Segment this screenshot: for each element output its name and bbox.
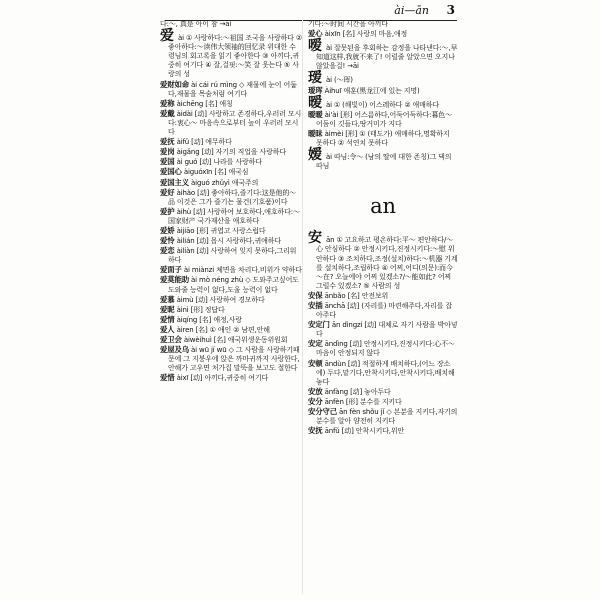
dictionary-entry [308, 359, 458, 387]
headword-entry [308, 39, 458, 71]
entry-definition: ài ① (해빛이) 어스레하다 ② 애매하다 [325, 100, 440, 109]
dictionary-entry [160, 226, 302, 236]
entry-definition: àimèi [形] ① (태도가) 애매하다,명확하지 못하다 ② 석연치 못하다 [316, 129, 450, 148]
dictionary-entry [160, 80, 302, 99]
continuation-text [160, 20, 302, 29]
headword-character: 嗳 [308, 38, 322, 55]
entry-term: 暧暧 [308, 109, 323, 119]
entry-definition: àigǎng [动] 자기의 직업을 사랑하다 [176, 148, 286, 157]
dictionary-entry [160, 207, 302, 226]
headword-entry [308, 148, 458, 171]
entry-term: 瑷珲 [308, 85, 323, 95]
entry-term: 安分守己 [308, 407, 337, 416]
entry-term: 爱财如命 [160, 79, 189, 89]
entry-definition: ài miànzi 체면을 차리다,비위가 약하다 [183, 266, 302, 275]
entry-definition: ān dìngzi [动] 대체로 자기 사람을 박아넣다 [316, 321, 458, 339]
entry-definition: 기다:～时间 시간을 아끼다 [308, 20, 388, 28]
entry-term: 爱惜 [160, 373, 175, 383]
page-title: ài—ān [394, 4, 429, 17]
entry-definition: ài ① 사랑하다:～祖国 조국을 사랑하다 ② 좋아하다:～读伟大领袖的回忆录 위대한 수령님의 회고록을 읽기 좋아한다 ③ 아끼다,귀중히 여기다 ④ 잘,걸핏:～笑 잘 웃는다 ⑤ 사랑의 성 [168, 34, 302, 79]
dictionary-entry [160, 188, 302, 207]
entry-definition: ān ① 고요하고 평온하다:平～ 편안하다/～心 안심하다 ② 안정시키다,진정시키다:～慰 위안하다 ③ 조치하다,조정(설치)하다:～机器 기계를 설치하다,조립하다 ④ 어찌,어디(의문):而今～在? 오늘에야 어찌 있겠소?/～能如此? 어찌 그럴수 있겠소? ⑤ 사람의 성 [316, 236, 458, 290]
headword-character: 爱 [160, 28, 174, 45]
entry-definition: àiguóxīn [名] 애국심 [183, 168, 249, 177]
dictionary-entry [160, 315, 302, 325]
dictionary-entry [160, 109, 302, 137]
entry-term: 爱恋 [160, 246, 175, 256]
right-column [308, 20, 458, 596]
dictionary-entry [160, 99, 302, 109]
headword-entry [308, 231, 458, 291]
entry-definition: ānfèn [形] 분수를 지키다 [324, 397, 402, 406]
entry-definition: àiliàn [动] 사랑하여 잊지 못하다,그리워하다 [168, 247, 297, 265]
dictionary-entry [308, 301, 458, 320]
headword-character: 安 [308, 230, 322, 247]
dictionary-entry [160, 275, 302, 294]
entry-term: 安保 [308, 290, 323, 300]
column-gutter [302, 20, 303, 594]
headword-entry [308, 96, 458, 110]
entry-definition: ài guó [动] 나라를 사랑하다 [176, 158, 262, 167]
entry-definition: ài mò néng zhù ◇ 도와주고싶어도 도와줄 능력이 없다,도울 능력이 없다 [168, 276, 299, 294]
entry-definition: àixī [动] 아끼다,귀중히 여기다 [176, 374, 269, 383]
entry-definition: àiguó zhǔyì 애국주의 [191, 178, 259, 187]
entry-definition: 다:～, 真是 아이 참 →āi [160, 20, 232, 28]
entry-definition: àiwèihuì [名] 애국위생운동위원회 [183, 336, 288, 344]
entry-term: 安分 [308, 396, 323, 406]
dictionary-entry [308, 320, 458, 339]
dictionary-entry [308, 291, 458, 301]
entry-definition: àiren [名] ① 애인 ② 남편,안해 [176, 325, 270, 334]
headword-character: 瑷 [308, 70, 322, 87]
entry-term: 爱岗 [160, 147, 175, 157]
entry-definition: ài wū jí wū ◇ 그 사람을 사랑하기때문에 그 지붕우에 앉은 까마귀까지 사랑한다,안해가 고우면 처가집 말뚝을 보고도 절한다 [168, 346, 300, 373]
dictionary-entry [308, 129, 458, 148]
page-header [165, 4, 457, 21]
section-heading: an [370, 194, 396, 219]
entry-definition: ài (～珲) [325, 76, 353, 85]
entry-definition: àifǔ [动] 애무하다 [176, 138, 232, 147]
dictionary-entry [160, 167, 302, 177]
dictionary-entry [160, 335, 302, 345]
entry-definition: ài 잘못된을 후회하는 감정을 나타낸다:～,早知道这样,我就不来了! 이럴줄 알았으면 오지나 않았을걸! →āi [316, 44, 458, 71]
entry-definition: àimù [动] 사랑하여 경모하다 [176, 295, 265, 304]
entry-term: 安抚 [308, 426, 323, 436]
dictionary-entry [308, 339, 458, 358]
dictionary-entry [160, 157, 302, 167]
dictionary-entry [308, 29, 458, 39]
entry-term: 爱抚 [160, 137, 175, 147]
entry-term: 爱心 [308, 29, 323, 39]
entry-definition: ān fèn shǒu jǐ ◇ 본분을 지키다,자기의 분수를 알아 얌전히 지키다 [316, 408, 458, 426]
dictionary-entry [308, 110, 458, 129]
entry-definition: àixīn [名] 사랑의 마음,애정 [324, 30, 408, 39]
entry-term: 爱面子 [160, 265, 182, 275]
headword-character: 暧 [308, 94, 322, 111]
entry-term: 爱昵 [160, 304, 175, 314]
dictionary-entry [160, 236, 302, 246]
left-column [160, 20, 302, 596]
entry-term: 安定门 [308, 320, 330, 330]
entry-term: 爱国主义 [160, 177, 189, 187]
entry-definition: āndùn [动] 적절하게 배치하다,(어느 장소에) 두다,맡기다,안착시키다,안착시키다,배치해놓다 [316, 359, 455, 386]
entry-definition: ānfàng [动] 놓아두다 [324, 387, 391, 396]
entry-definition: āndìng [动] 안정시키다,진정시키다:心不～ 마음이 안정되지 않다 [316, 340, 455, 358]
entry-term: 爱屋及乌 [160, 345, 189, 355]
entry-definition: ài'ài [形] 어스름하다,어둑어둑하다:暮色～ 어둠이 깃들다,땅거미가 지다 [316, 110, 452, 128]
entry-term: 爱怜 [160, 236, 175, 246]
entry-term: 爱莫能助 [160, 275, 189, 285]
entry-term: 爱护 [160, 206, 175, 216]
entry-term: 安插 [308, 300, 323, 310]
dictionary-entry [308, 426, 458, 436]
headword-entry [160, 29, 302, 79]
entry-definition: àilián [动] 몹시 사랑하다,귀애하다 [176, 237, 281, 246]
entry-term: 安放 [308, 386, 323, 396]
dictionary-entry [308, 86, 458, 96]
dictionary-entry [160, 325, 302, 335]
page-number: 3 [446, 3, 455, 17]
entry-definition: ānbǎo [名] 안전보위 [324, 291, 389, 300]
entry-term: 爱情 [160, 314, 175, 324]
headword-character: 嫒 [308, 147, 322, 164]
dictionary-entry [160, 147, 302, 157]
dictionary-entry [160, 345, 302, 373]
entry-definition: ānfǔ [动] 안착시키다,위안 [324, 427, 405, 436]
entry-term: 爱戴 [160, 108, 175, 118]
entry-definition: àijiāo [形] 귀엽고 사랑스럽다 [176, 226, 266, 235]
dictionary-entry [160, 305, 302, 315]
entry-definition: àinì [形] 정답다 [176, 305, 225, 314]
continuation-text [308, 20, 458, 29]
entry-term: 爱人 [160, 324, 175, 334]
entry-term: 爱国 [160, 157, 175, 167]
dictionary-entry [160, 265, 302, 275]
entry-term: 爱好 [160, 187, 175, 197]
entry-definition: àidài [动] 사랑하고 존경하다,우러러 모시다:衷心～ 마음속으로부터 높이 우러러 모시다 [168, 109, 302, 137]
entry-definition: ài 따님:令～ (남의 딸에 대한 존칭)그 댁의 따님 [316, 153, 452, 171]
dictionary-entry [160, 137, 302, 147]
entry-term: 爱娇 [160, 225, 175, 235]
entry-term: 爱慕 [160, 294, 175, 304]
dictionary-entry [308, 397, 458, 407]
entry-term: 爱卫会 [160, 335, 182, 344]
dictionary-entry [308, 387, 458, 397]
dictionary-entry [160, 178, 302, 188]
headword-entry [308, 71, 458, 85]
entry-definition: Àihuī 애훈(黑龙江에 있는 지명) [324, 86, 420, 95]
entry-definition: ài cái rú mìng ◇ 재물에 눈이 어둡다,재물을 목숨처럼 여기다 [168, 80, 297, 98]
entry-definition: àihào [动] 좋아하다,즐기다:这是他的～品 이것은 그가 즐기는 물건(기호품)이다 [168, 188, 297, 206]
entry-term: 安定 [308, 339, 323, 349]
dictionary-entry [160, 295, 302, 305]
entry-definition: àihù [动] 사랑하여 보호하다,애호하다:～国家财产 국가재산을 애호하다 [168, 207, 300, 225]
dictionary-entry [160, 246, 302, 265]
entry-term: 爱国心 [160, 167, 182, 177]
dictionary-entry [160, 373, 302, 383]
entry-term: 暧昧 [308, 128, 323, 138]
entry-definition: àiqíng [名] 애정,사랑 [176, 315, 242, 324]
dictionary-entry [308, 407, 458, 426]
entry-term: 安顿 [308, 358, 323, 368]
entry-term: 爱称 [160, 98, 175, 108]
entry-definition: àichēng [名] 애칭 [176, 99, 233, 108]
entry-definition: ānchā [动] (자리를) 마련해주다,자리를 잡아주다 [316, 301, 453, 320]
